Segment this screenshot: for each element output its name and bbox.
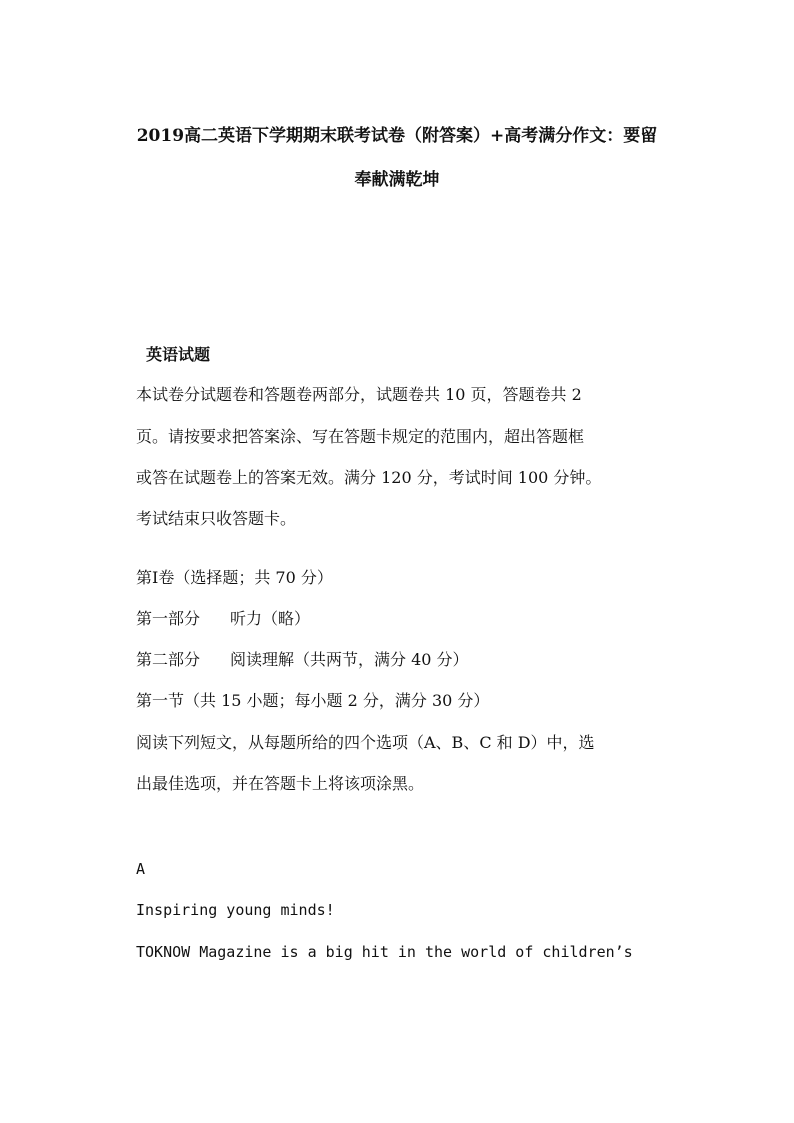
passage-first-line: TOKNOW Magazine is a big hit in the world of children’s (136, 943, 633, 961)
instruction-line: 本试卷分试题卷和答题卷两部分，试题卷共 10 页，答题卷共 2 (136, 385, 582, 404)
document-title-line-2: 奉献满乾坤 (354, 170, 440, 190)
part-2-title: 阅读理解（共两节，满分 40 分） (230, 650, 469, 669)
document-title-line-1: 2019高二英语下学期期末联考试卷（附答案）+高考满分作文：要留 (136, 126, 658, 146)
part-1-label: 第一部分 (136, 609, 201, 628)
passage-headline: Inspiring young minds! (136, 901, 335, 919)
part-1-title: 听力（略） (230, 609, 311, 628)
volume-heading: 第Ⅰ卷（选择题；共 70 分） (136, 568, 333, 587)
instruction-line: 页。请按要求把答案涂、写在答题卡规定的范围内，超出答题框 (136, 427, 585, 446)
passage-letter: A (136, 860, 146, 878)
instruction-line: 考试结束只收答题卡。 (136, 509, 297, 528)
section-1-heading: 第一节（共 15 小题；每小题 2 分，满分 30 分） (136, 691, 490, 710)
directions-line: 阅读下列短文，从每题所给的四个选项（A、B、C 和 D）中，选 (136, 733, 595, 752)
instruction-line: 或答在试题卷上的答案无效。满分 120 分，考试时间 100 分钟。 (136, 468, 602, 487)
directions-line: 出最佳选项，并在答题卡上将该项涂黑。 (136, 774, 425, 793)
section-heading: 英语试题 (146, 345, 211, 364)
part-2-label: 第二部分 (136, 650, 201, 669)
part-1-line (136, 607, 310, 631)
part-2-line (136, 648, 469, 672)
